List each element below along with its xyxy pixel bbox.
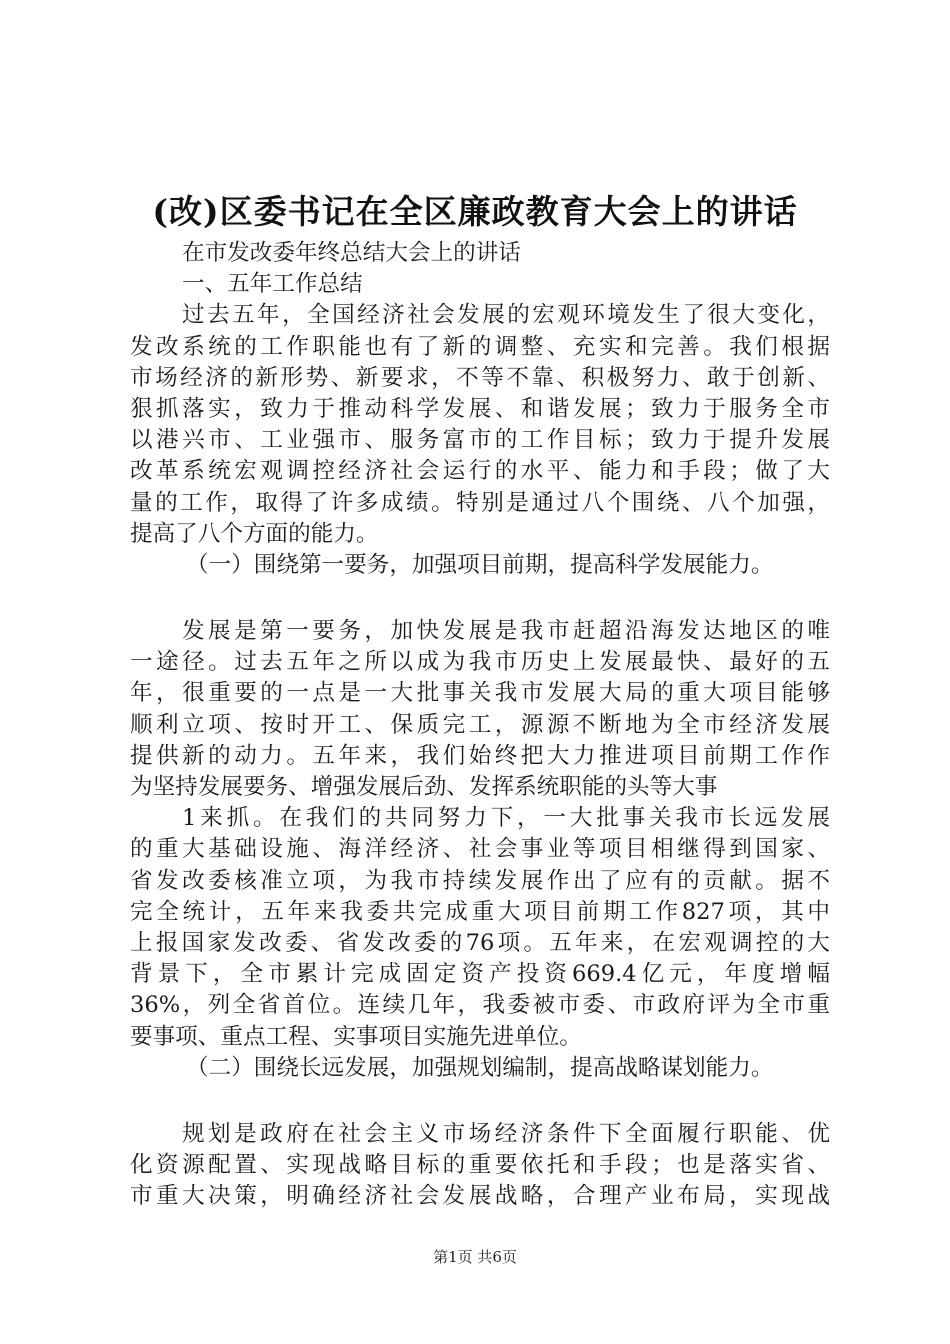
blank-line — [130, 581, 830, 616]
paragraph-line: 过去五年，全国经济社会发展的宏观环境发生了很大变化， — [182, 302, 830, 329]
paragraph-line: 市重大决策，明确经济社会发展战略，合理产业布局，实现战 — [130, 1183, 830, 1210]
paragraph-line: 顺利立项、按时开工、保质完工，源源不断地为全市经济发展 — [130, 711, 830, 738]
paragraph-line: 以港兴市、工业强市、服务富市的工作目标；致力于提升发展 — [130, 427, 830, 454]
paragraph-line: 背景下，全市累计完成固定资产投资669.4亿元，年度增幅 — [130, 961, 830, 988]
paragraph-line: 上报国家发改委、省发改委的76项。五年来，在宏观调控的大 — [130, 929, 830, 956]
paragraph-line: 改革系统宏观调控经济社会运行的水平、能力和手段；做了大 — [130, 458, 830, 485]
paragraph-line: 化资源配置、实现战略目标的重要依托和手段；也是落实省、 — [130, 1152, 830, 1179]
subsection-heading: （一）围绕第一要务，加强项目前期，提高科学发展能力。 — [186, 551, 774, 578]
subsection-heading: （二）围绕长远发展，加强规划编制，提高战略谋划能力。 — [186, 1054, 774, 1081]
paragraph-line: 提供新的动力。五年来，我们始终把大力推进项目前期工作作 — [130, 742, 830, 769]
paragraph-line: 发改系统的工作职能也有了新的调整、充实和完善。我们根据 — [130, 333, 830, 360]
paragraph-line: 为坚持发展要务、增强发展后劲、发挥系统职能的头等大事 — [130, 774, 718, 800]
paragraph-line: 36%，列全省首位。连续几年，我委被市委、市政府评为全市重 — [130, 992, 830, 1019]
subtitle-line: 在市发改委年终总结大会上的讲话 — [182, 240, 521, 266]
paragraph-line: 省发改委核准立项，为我市持续发展作出了应有的贡献。据不 — [130, 867, 830, 894]
paragraph-line: 规划是政府在社会主义市场经济条件下全面履行职能、优 — [182, 1120, 830, 1147]
page-footer: 第1页 共6页 — [433, 1248, 517, 1266]
paragraph-line: 1来抓。在我们的共同努力下，一大批事关我市长远发展 — [182, 805, 830, 832]
paragraph-line: 量的工作，取得了许多成绩。特别是通过八个围绕、八个加强， — [130, 489, 830, 516]
blank-line — [130, 1084, 830, 1119]
paragraph-line: 一途径。过去五年之所以成为我市历史上发展最快、最好的五 — [130, 649, 830, 676]
paragraph-line: 年，很重要的一点是一大批事关我市发展大局的重大项目能够 — [130, 680, 830, 707]
paragraph-line: 狠抓落实，致力于推动科学发展、和谐发展；致力于服务全市 — [130, 395, 830, 422]
paragraph-line: 要事项、重点工程、实事项目实施先进单位。 — [130, 1023, 582, 1050]
paragraph-line: 市场经济的新形势、新要求，不等不靠、积极努力、敢于创新、 — [130, 364, 830, 391]
document-body — [130, 238, 830, 1212]
section-heading: 一、五年工作总结 — [182, 271, 363, 298]
paragraph-line: 发展是第一要务，加快发展是我市赶超沿海发达地区的唯 — [182, 618, 830, 645]
paragraph-line: 的重大基础设施、海洋经济、社会事业等项目相继得到国家、 — [130, 836, 830, 863]
paragraph-line: 提高了八个方面的能力。 — [130, 520, 379, 547]
paragraph-line: 完全统计，五年来我委共完成重大项目前期工作827项，其中 — [130, 898, 830, 925]
document-title: (改)区委书记在全区廉政教育大会上的讲话 — [152, 192, 798, 231]
